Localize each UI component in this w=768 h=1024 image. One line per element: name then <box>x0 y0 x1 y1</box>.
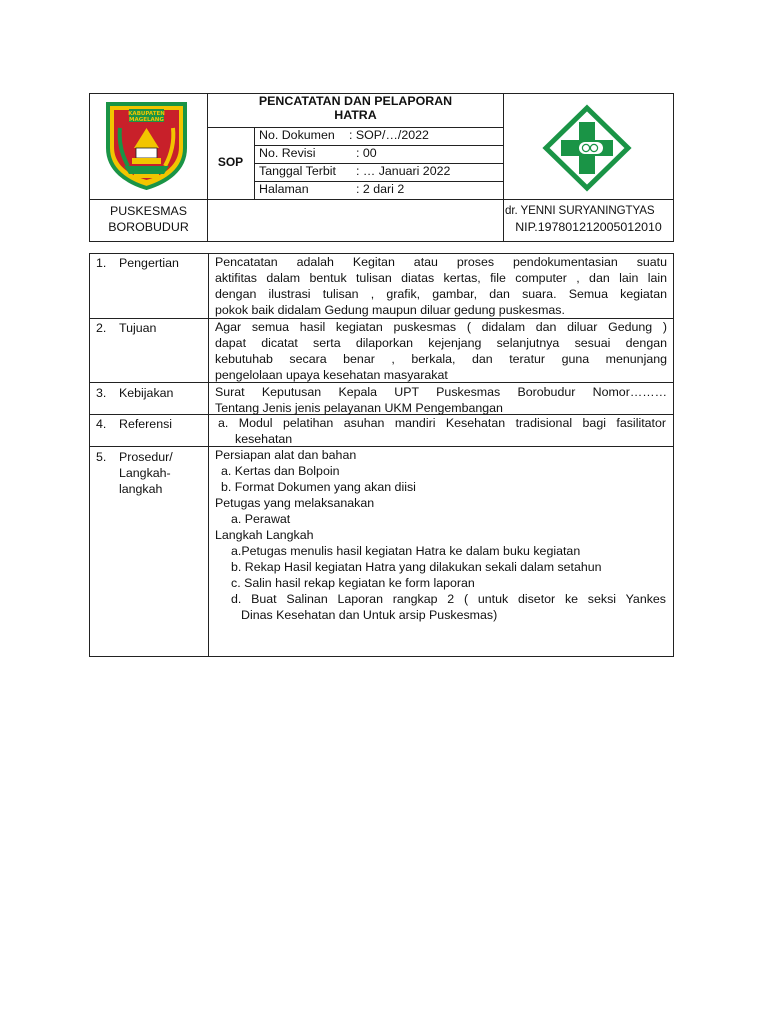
section-1-line: pokok baik didalam Gedung maupun diluar gedung puskesmas. <box>215 303 565 317</box>
section-4-number: 4. <box>96 417 107 431</box>
section-5-line: c. Salin hasil rekap kegiatan ke form laporan <box>231 576 475 590</box>
section-2-label: Tujuan <box>119 321 157 335</box>
section-1-label: Pengertian <box>119 256 179 270</box>
section-2-number: 2. <box>96 321 107 335</box>
section-4-line: a. Modul pelatihan asuhan mandiri Kesehatan tradisional bagi fasilitator <box>218 416 666 430</box>
section-5-number: 5. <box>96 450 107 464</box>
org-name-line1: PUSKESMAS <box>109 204 188 218</box>
section-1-line: dengan ilustrasi tulisan , grafik, gambar, dan suara. Semua kegiatan <box>215 287 667 301</box>
section-2-line: Agar semua hasil kegiatan puskesmas ( didalam dan diluar Gedung ) <box>215 320 667 334</box>
section-5-line: a. Kertas dan Bolpoin <box>221 464 340 478</box>
document-title-line1: PENCATATAN DAN PELAPORAN <box>258 94 453 108</box>
kabupaten-magelang-logo <box>104 100 189 190</box>
section-1-line: aktifitas dalam bentuk tulisan diatas kertas, file computer , dan lain lain <box>215 271 667 285</box>
section-5-line: b. Rekap Hasil kegiatan Hatra yang dilakukan sekali dalam setahun <box>231 560 602 574</box>
section-2-line: pengelolaan upaya kesehatan masyarakat <box>215 368 448 382</box>
section-5-label: Langkah- <box>119 466 171 480</box>
section-5-line: Petugas yang melaksanakan <box>215 496 375 510</box>
section-3-line: Tentang Jenis jenis pelayanan UKM Pengembangan <box>215 401 503 415</box>
puskesmas-logo <box>542 104 632 192</box>
meta-label-no-dokumen: No. Dokumen <box>259 128 335 142</box>
meta-label-halaman: Halaman <box>259 182 309 196</box>
section-4-line: kesehatan <box>235 432 293 446</box>
section-4-label: Referensi <box>119 417 173 431</box>
section-3-line: Surat Keputusan Kepala UPT Puskesmas Borobudur Nomor……… <box>215 385 667 399</box>
meta-value-halaman: : 2 dari 2 <box>356 182 405 196</box>
meta-label-no-revisi: No. Revisi <box>259 146 316 160</box>
section-2-line: kebutuhab secara benar , berkala, dan teratur guna menunjang <box>215 352 667 366</box>
signer-name: dr. YENNI SURYANINGTYAS <box>505 204 655 217</box>
section-3-label: Kebijakan <box>119 386 174 400</box>
section-5-label: langkah <box>119 482 163 496</box>
section-5-line: b. Format Dokumen yang akan diisi <box>221 480 416 494</box>
meta-label-tanggal-terbit: Tanggal Terbit <box>259 164 336 178</box>
org-name-line2: BOROBUDUR <box>108 220 189 234</box>
logo-text-magelang: MAGELANG <box>129 117 164 123</box>
section-1-number: 1. <box>96 256 107 270</box>
section-1-line: Pencatatan adalah Kegitan atau proses pendokumentasian suatu <box>215 255 667 269</box>
meta-value-no-revisi: : 00 <box>356 146 377 160</box>
document-title-line2: HATRA <box>334 108 377 122</box>
section-5-line: d. Buat Salinan Laporan rangkap 2 ( untuk disetor ke seksi Yankes <box>231 592 666 606</box>
section-5-line: a. Perawat <box>231 512 291 526</box>
sop-label: SOP <box>217 155 244 169</box>
section-5-line: Persiapan alat dan bahan <box>215 448 357 462</box>
signer-nip: NIP.197801212005012010 <box>515 220 662 234</box>
section-2-line: dapat dicatat serta dilaporkan kejenjang selanjutnya sesuai dengan <box>215 336 667 350</box>
meta-value-no-dokumen: : SOP/…/2022 <box>349 128 429 142</box>
section-5-line: Dinas Kesehatan dan Untuk arsip Puskesmas) <box>241 608 498 622</box>
logo-text-kabupaten: KABUPATEN <box>128 111 165 117</box>
section-5-line: a.Petugas menulis hasil kegiatan Hatra ke dalam buku kegiatan <box>231 544 581 558</box>
section-3-number: 3. <box>96 386 107 400</box>
section-5-label: Prosedur/ <box>119 450 173 464</box>
section-5-line: Langkah Langkah <box>215 528 314 542</box>
meta-value-tanggal-terbit: : … Januari 2022 <box>356 164 451 178</box>
